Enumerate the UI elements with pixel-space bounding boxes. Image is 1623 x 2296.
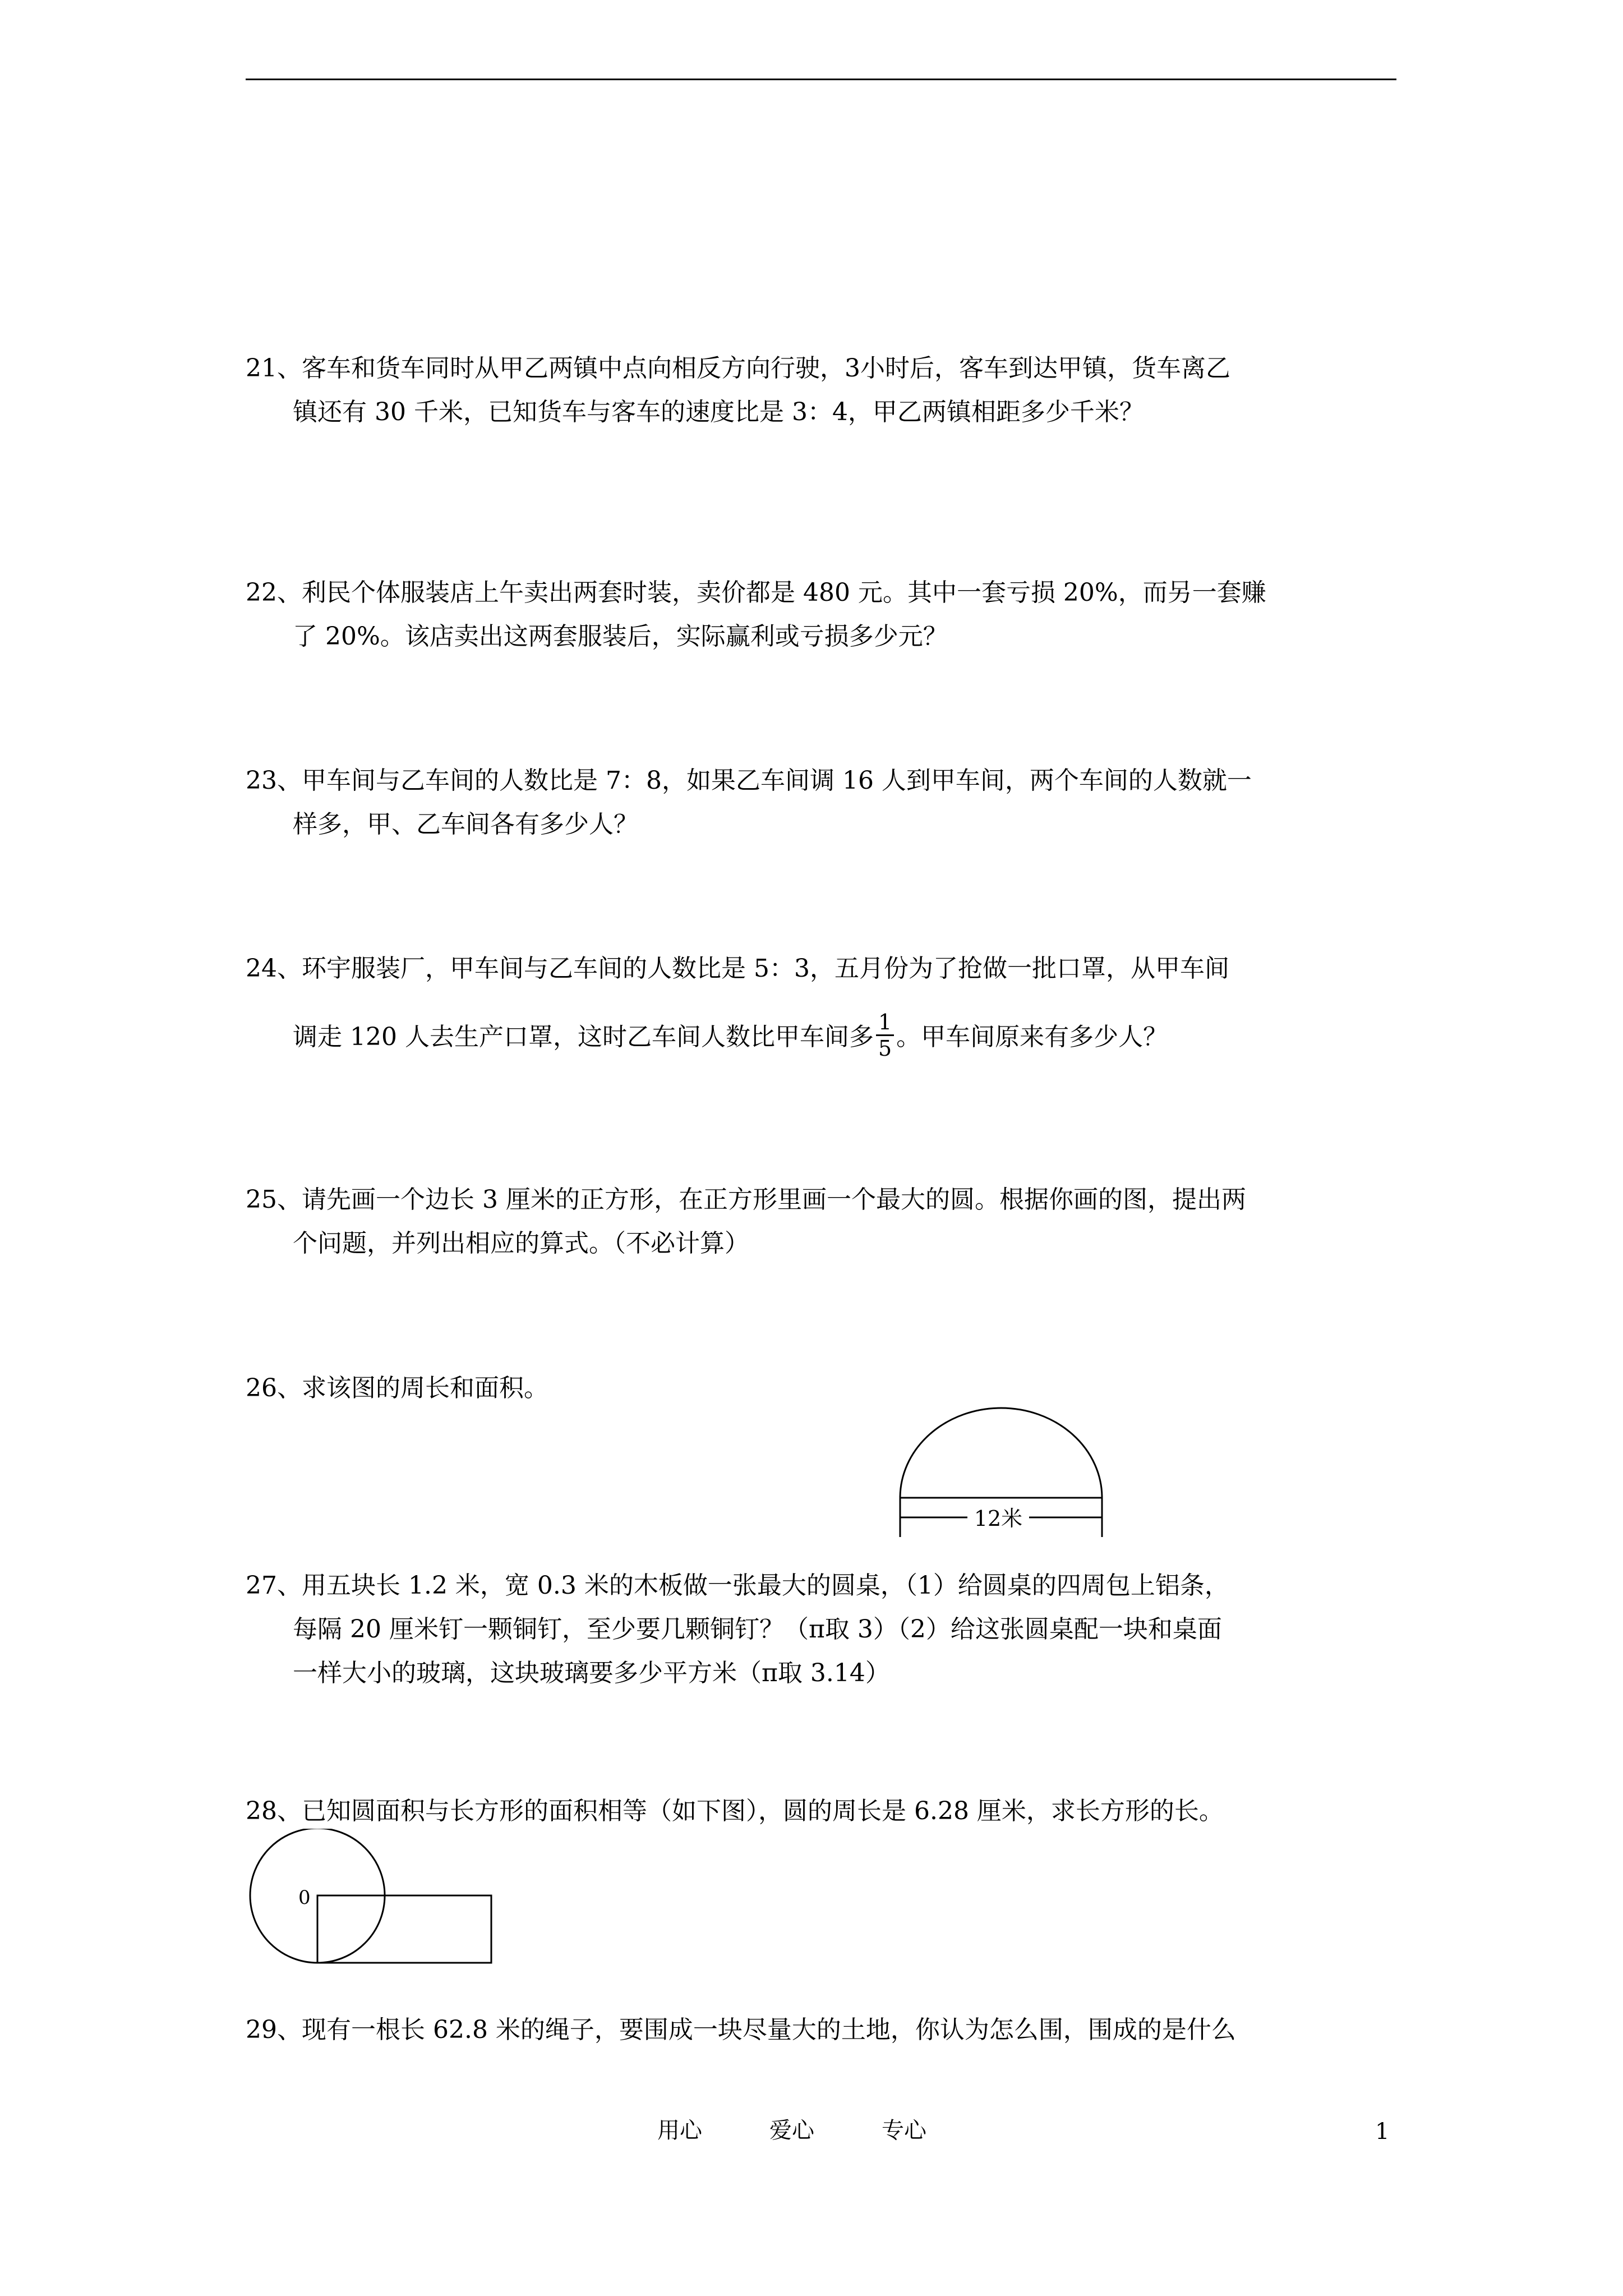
question-26-line1: 26、求该图的周长和面积。: [246, 1374, 548, 1402]
semicircle-arc: [900, 1408, 1102, 1498]
footer-word-1: 用心: [657, 2118, 702, 2143]
question-21-line2: 镇还有 30 千米，已知货车与客车的速度比是 3：4，甲乙两镇相距多少千米？: [293, 398, 1144, 426]
question-21: [246, 347, 1401, 434]
question-24-line2-text: 调走 120 人去生产口罩，这时乙车间人数比甲车间多: [293, 1023, 874, 1051]
circle-center-label: 0: [298, 1887, 311, 1909]
question-24-line2-tail: 。甲车间原来有多少人？: [896, 1023, 1168, 1051]
question-27-line1: 27、用五块长 1.2 米，宽 0.3 米的木板做一张最大的圆桌，（1）给圆桌的四周包上铝条，: [246, 1571, 1229, 1600]
fraction-one-fifth: [876, 1010, 894, 1061]
question-26: [246, 1366, 1401, 1410]
question-22: [246, 571, 1401, 659]
page-number: 1: [1375, 2119, 1390, 2145]
question-25-line2: 个问题，并列出相应的算式。（不必计算）: [293, 1229, 749, 1258]
header-rule: [246, 79, 1396, 80]
question-27-line3: 一样大小的玻璃，这块玻璃要多少平方米（π取 3.14）: [293, 1659, 890, 1687]
fraction-denominator: 5: [878, 1036, 892, 1061]
question-24-line1: 24、环宇服装厂，甲车间与乙车间的人数比是 5：3，五月份为了抢做一批口罩，从甲车间: [246, 954, 1229, 983]
semicircle-figure: [892, 1402, 1116, 1543]
fraction-numerator: 1: [876, 1010, 894, 1036]
question-28-line1: 28、已知圆面积与长方形的面积相等（如下图），圆的周长是 6.28 厘米，求长方形的长。: [246, 1797, 1224, 1825]
question-29-line1: 29、现有一根长 62.8 米的绳子，要围成一块尽量大的土地，你认为怎么围，围成的是什么: [246, 2016, 1236, 2044]
question-29: [246, 2008, 1401, 2052]
footer-word-2: 爱心: [769, 2118, 814, 2143]
question-25: [246, 1178, 1401, 1266]
question-24: [246, 947, 1401, 1064]
question-23-line1: 23、甲车间与乙车间的人数比是 7：8，如果乙车间调 16 人到甲车间，两个车间的人数就一: [246, 766, 1252, 795]
question-28: [246, 1789, 1401, 1833]
rectangle-shape: [317, 1895, 491, 1963]
question-22-line2: 了 20%。该店卖出这两套服装后，实际赢利或亏损多少元？: [293, 622, 948, 651]
question-27: [246, 1564, 1401, 1695]
question-24-line2: [246, 1010, 1401, 1064]
question-22-line1: 22、利民个体服装店上午卖出两套时装，卖价都是 480 元。其中一套亏损 20%，而另一套赚: [246, 578, 1266, 607]
question-27-line2: 每隔 20 厘米钉一颗铜钉，至少要几颗铜钉？（π取 3）（2）给这张圆桌配一块和桌面: [293, 1615, 1222, 1644]
dimension-label: 12米: [974, 1506, 1023, 1531]
question-21-line1: 21、客车和货车同时从甲乙两镇中点向相反方向行驶，3小时后，客车到达甲镇，货车离乙: [246, 354, 1230, 383]
question-23: [246, 759, 1401, 846]
circle-rectangle-figure: [247, 1829, 505, 1969]
footer-word-3: 专心: [882, 2118, 926, 2143]
question-25-line1: 25、请先画一个边长 3 厘米的正方形，在正方形里画一个最大的圆。根据你画的图，提出两: [246, 1185, 1246, 1214]
question-23-line2: 样多，甲、乙车间各有多少人？: [293, 810, 638, 839]
